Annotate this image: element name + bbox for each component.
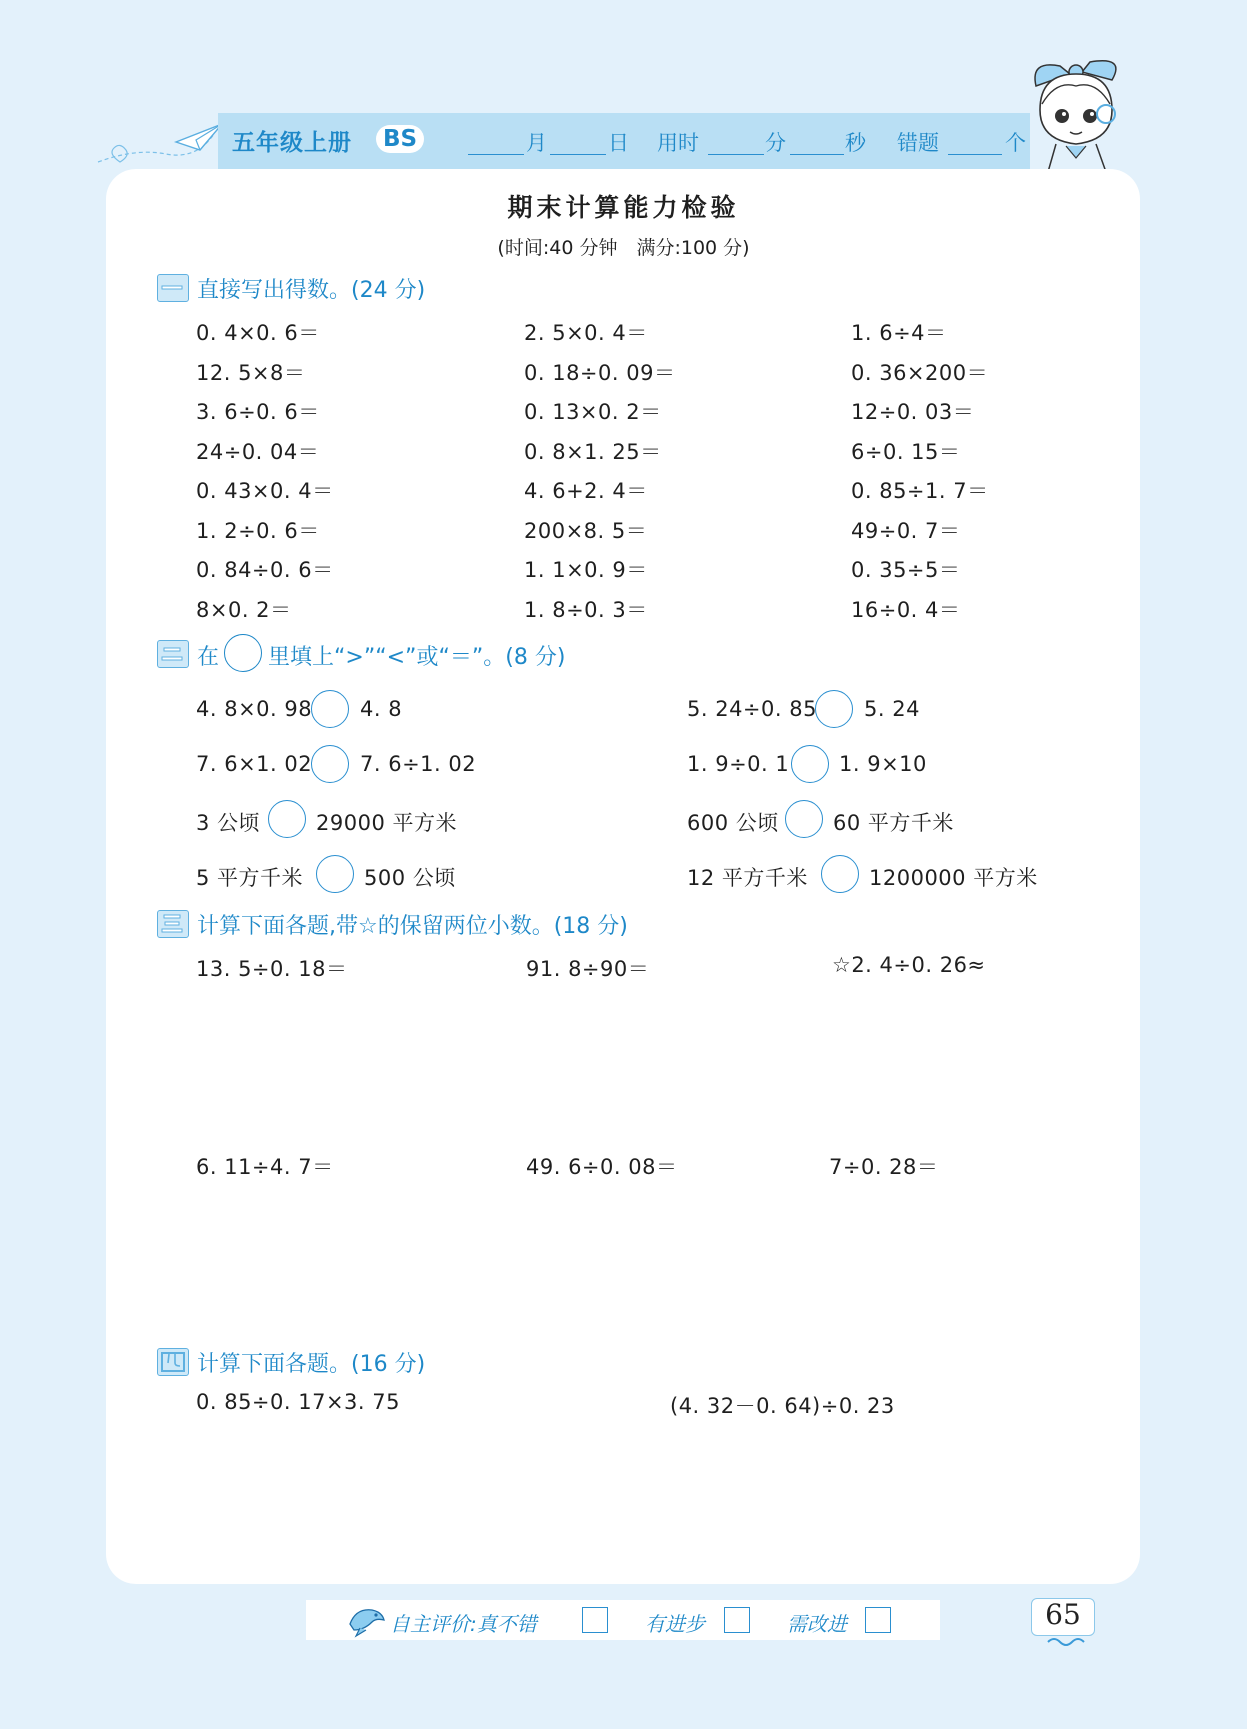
s1-problem: 0. 18÷0. 09＝ (524, 361, 676, 385)
compare-answer-circle[interactable] (785, 800, 823, 838)
s3-problem: 7÷0. 28＝ (829, 1155, 939, 1179)
compare-right: 4. 8 (360, 697, 403, 721)
s1-problem: 0. 84÷0. 6＝ (196, 558, 334, 582)
s1-problem: 0. 85÷1. 7＝ (851, 479, 989, 503)
s1-problem: 0. 35÷5＝ (851, 558, 961, 582)
progress-checkbox[interactable] (724, 1607, 750, 1633)
s1-problem: 0. 13×0. 2＝ (524, 400, 662, 424)
s3-problem: 13. 5÷0. 18＝ (196, 957, 348, 981)
compare-answer-circle[interactable] (311, 745, 349, 783)
s1-problem: 2. 5×0. 4＝ (524, 321, 648, 345)
s1-problem: 0. 8×1. 25＝ (524, 440, 662, 464)
girl-illustration-icon (1026, 40, 1126, 172)
s1-problem: 12. 5×8＝ (196, 361, 306, 385)
count-unit-label: 个 (1005, 131, 1026, 155)
compare-left: 7. 6×1. 02 (196, 752, 313, 776)
compare-answer-circle[interactable] (791, 745, 829, 783)
s3-problem: 6. 11÷4. 7＝ (196, 1155, 334, 1179)
great-checkbox[interactable] (582, 1607, 608, 1633)
heading-circle-icon (224, 634, 262, 672)
s4-problem: (4. 32－0. 64)÷0. 23 (670, 1394, 895, 1418)
seconds-blank[interactable] (790, 154, 844, 155)
paper-plane-icon (96, 120, 226, 170)
s1-problem: 200×8. 5＝ (524, 519, 648, 543)
s1-problem: 6÷0. 15＝ (851, 440, 961, 464)
compare-left: 5. 24÷0. 85 (687, 697, 817, 721)
compare-right: 5. 24 (864, 697, 920, 721)
compare-answer-circle[interactable] (311, 690, 349, 728)
edition-badge: BS (376, 125, 424, 153)
compare-left: 3 公顷 (196, 811, 261, 835)
section-4-badge (157, 1348, 189, 1376)
seconds-label: 秒 (845, 131, 866, 155)
compare-right: 1. 9×10 (839, 752, 927, 776)
compare-left: 1. 9÷0. 1 (687, 752, 790, 776)
section-3-heading: 计算下面各题,带☆的保留两位小数。(18 分) (197, 914, 628, 939)
s1-problem: 12÷0. 03＝ (851, 400, 975, 424)
errors-blank[interactable] (948, 154, 1002, 155)
s3-problem: ☆2. 4÷0. 26≈ (832, 953, 986, 977)
numeral-one-icon (158, 275, 188, 301)
section-4-heading: 计算下面各题。(16 分) (197, 1352, 426, 1377)
numeral-two-icon (158, 641, 188, 667)
s1-problem: 1. 6÷4＝ (851, 321, 947, 345)
errors-label: 错题 (897, 131, 939, 155)
minutes-blank[interactable] (708, 154, 764, 155)
compare-right: 60 平方千米 (833, 811, 954, 835)
wave-decoration-icon (1046, 1634, 1086, 1646)
compare-left: 5 平方千米 (196, 866, 304, 890)
self-eval-great-label: 自主评价:真不错 (390, 1612, 537, 1636)
compare-answer-circle[interactable] (316, 855, 354, 893)
section-3-badge (157, 910, 189, 938)
s1-problem: 49÷0. 7＝ (851, 519, 961, 543)
s1-problem: 1. 2÷0. 6＝ (196, 519, 320, 543)
s4-problem: 0. 85÷0. 17×3. 75 (196, 1390, 400, 1414)
day-label: 日 (608, 131, 629, 155)
month-label: 月 (526, 131, 547, 155)
compare-right: 29000 平方米 (316, 811, 457, 835)
compare-left: 600 公顷 (687, 811, 779, 835)
compare-right: 7. 6÷1. 02 (360, 752, 477, 776)
s1-problem: 4. 6+2. 4＝ (524, 479, 648, 503)
s1-problem: 24÷0. 04＝ (196, 440, 320, 464)
compare-left: 4. 8×0. 98 (196, 697, 313, 721)
compare-right: 500 公顷 (364, 866, 456, 890)
compare-answer-circle[interactable] (268, 800, 306, 838)
compare-right: 1200000 平方米 (869, 866, 1038, 890)
section-2-heading-pre: 在 (197, 645, 220, 670)
time-used-label: 用时 (657, 131, 699, 155)
s1-problem: 0. 36×200＝ (851, 361, 989, 385)
page-title: 期末计算能力检验 (507, 193, 740, 222)
section-1-badge (157, 274, 189, 302)
section-2-heading-post: 里填上“>”“<”或“＝”。(8 分) (268, 645, 566, 670)
dolphin-mascot-icon (346, 1602, 386, 1638)
progress-label: 有进步 (645, 1612, 705, 1636)
grade-label: 五年级上册 (232, 130, 352, 156)
compare-answer-circle[interactable] (815, 690, 853, 728)
section-1-heading: 直接写出得数。(24 分) (197, 278, 426, 303)
needs-improvement-checkbox[interactable] (865, 1607, 891, 1633)
month-blank[interactable] (468, 154, 524, 155)
s3-problem: 91. 8÷90＝ (526, 957, 650, 981)
compare-left: 12 平方千米 (687, 866, 808, 890)
s3-problem: 49. 6÷0. 08＝ (526, 1155, 678, 1179)
s1-problem: 8×0. 2＝ (196, 598, 292, 622)
s1-problem: 1. 8÷0. 3＝ (524, 598, 648, 622)
minutes-label: 分 (765, 131, 786, 155)
s1-problem: 16÷0. 4＝ (851, 598, 961, 622)
time-and-score-info: (时间:40 分钟 满分:100 分) (497, 237, 750, 259)
page-number: 65 (1045, 1598, 1081, 1631)
section-2-badge (157, 640, 189, 668)
needs-improvement-label: 需改进 (787, 1612, 847, 1636)
s1-problem: 0. 4×0. 6＝ (196, 321, 320, 345)
s1-problem: 1. 1×0. 9＝ (524, 558, 648, 582)
s1-problem: 3. 6÷0. 6＝ (196, 400, 320, 424)
compare-answer-circle[interactable] (821, 855, 859, 893)
day-blank[interactable] (550, 154, 606, 155)
numeral-three-icon (158, 911, 188, 937)
numeral-four-icon (158, 1349, 188, 1375)
s1-problem: 0. 43×0. 4＝ (196, 479, 334, 503)
